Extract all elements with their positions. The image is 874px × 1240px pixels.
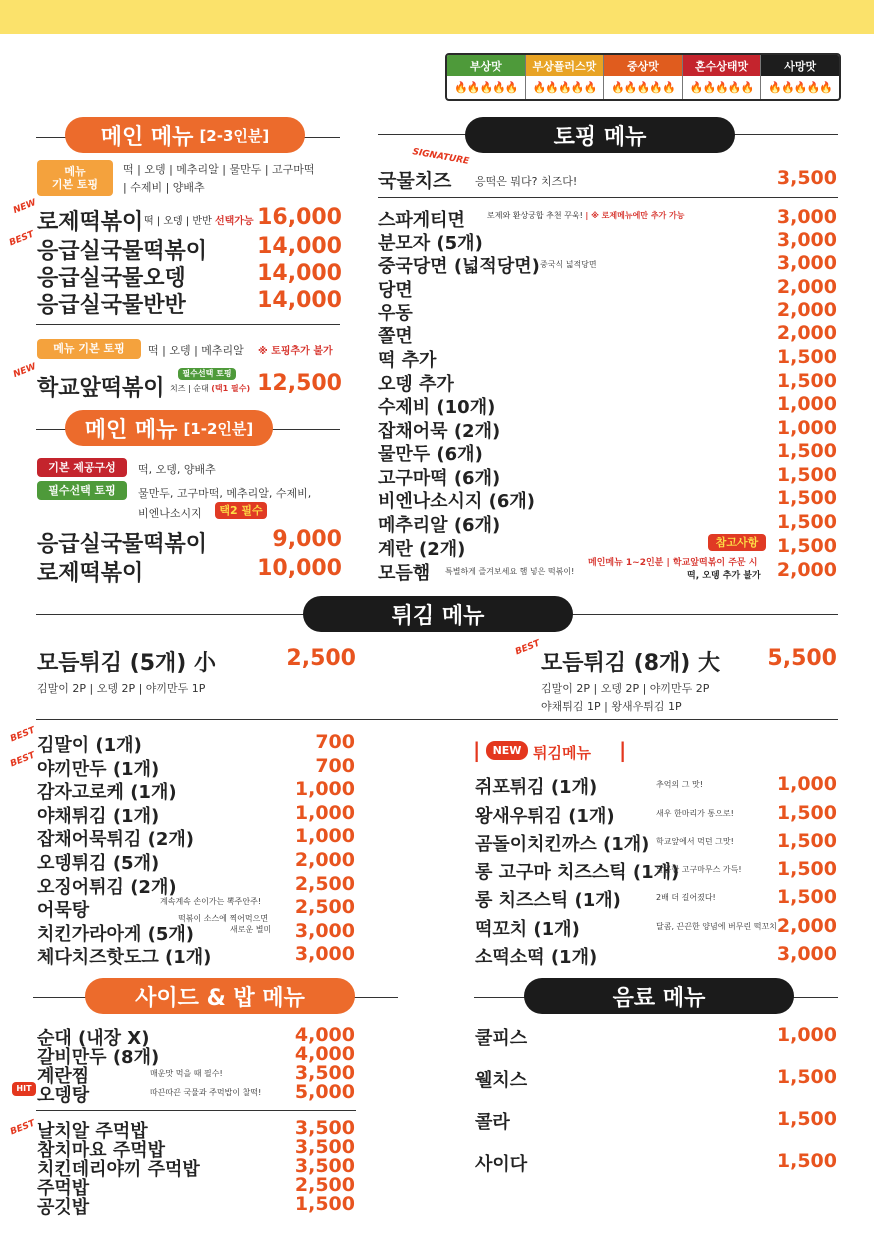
menu-item-note: 달콤한 고구마무스 가득!	[656, 865, 742, 874]
menu-item-name: 메추리알 (6개)	[378, 515, 501, 536]
menu-item-price: 4,000	[294, 1043, 355, 1065]
base-topping-line1: 떡 | 오뎅 | 메추리알 | 물만두 | 고구마떡	[123, 163, 315, 176]
menu-item-name: 응급실국물떡볶이	[37, 239, 208, 264]
divider	[36, 1110, 356, 1111]
menu-item-price: 1,000	[776, 393, 837, 415]
menu-item-price: 3,500	[294, 1155, 355, 1177]
menu-item-name: 수제비 (10개)	[378, 397, 496, 418]
menu-item-name: 분모자 (5개)	[378, 233, 483, 254]
required-topping-tag: 필수선택 토핑	[178, 368, 236, 380]
menu-item-note	[144, 212, 254, 227]
spice-level-2	[526, 55, 605, 99]
spice-level-5	[761, 55, 839, 99]
menu-item-price: 16,000	[257, 205, 342, 230]
menu-item-price: 4,000	[294, 1024, 355, 1046]
menu-item-name: 갈비만두 (8개)	[37, 1047, 160, 1068]
set-description: 김말이 2P | 오뎅 2P | 야끼만두 2P	[541, 682, 710, 695]
menu-item-name: 소떡소떡 (1개)	[475, 947, 598, 968]
menu-item-name: 물만두 (6개)	[378, 444, 483, 465]
menu-item-note: 학교앞에서 먹던 그맛!	[656, 837, 734, 846]
menu-item-price: 3,000	[776, 252, 837, 274]
menu-item-name: 오뎅탕	[37, 1085, 90, 1106]
reference-line1: 메인메뉴 1~2인분 | 학교앞떡볶이 주문 시	[588, 558, 758, 568]
menu-item-price: 3,000	[776, 206, 837, 228]
required-topping-line2: 비엔나소시지	[138, 507, 202, 520]
top-banner	[0, 0, 874, 34]
spice-level-1	[447, 55, 526, 99]
menu-item-price: 1,500	[776, 886, 837, 908]
menu-item-name: 스파게티면	[378, 210, 465, 231]
menu-item-price: 3,500	[776, 167, 837, 189]
menu-item-price: 1,500	[776, 1150, 837, 1172]
topping-warning: ※ 토핑추가 불가	[258, 346, 333, 357]
menu-item-name: 모듬햄	[378, 563, 431, 584]
menu-item-name: 순대 (내장 X)	[37, 1028, 150, 1049]
label-line: 메뉴	[64, 164, 86, 178]
menu-item-name: 잡채어묵튀김 (2개)	[37, 829, 194, 850]
flame-icons: 🔥🔥🔥🔥 🔥	[689, 81, 754, 94]
divider-bar: |	[473, 738, 481, 762]
divider	[36, 324, 340, 325]
menu-item-price: 1,500	[776, 511, 837, 533]
menu-item-price: 2,500	[286, 646, 356, 671]
menu-item-name: 감자고로케 (1개)	[37, 782, 177, 803]
best-badge: BEST	[8, 229, 36, 249]
school-base-label: 메뉴 기본 토핑	[37, 339, 141, 359]
menu-item-name: 야채튀김 (1개)	[37, 806, 160, 827]
menu-item-price: 3,000	[294, 920, 355, 942]
menu-item-name: 사이다	[475, 1154, 528, 1175]
base-topping-line2: | 수제비 | 양배추	[123, 181, 205, 194]
pick-two-badge: 택2 필수	[215, 502, 267, 519]
menu-item-price: 1,500	[294, 1193, 355, 1215]
flame-icons: 🔥🔥🔥🔥🔥	[768, 81, 832, 94]
menu-item-price: 1,500	[776, 830, 837, 852]
menu-item-price: 1,500	[776, 346, 837, 368]
menu-item-price: 2,000	[776, 322, 837, 344]
note-text: 떡 | 오뎅 | 반반	[144, 216, 212, 227]
menu-item-price: 1,000	[294, 802, 355, 824]
menu-item-note: 떡볶이 소스에 찍어먹으면	[178, 914, 269, 923]
spice-legend	[445, 53, 841, 101]
title-text: 메인 메뉴	[84, 417, 178, 443]
spice-label: 혼수상태맛	[683, 55, 761, 76]
menu-item-price: 1,500	[776, 370, 837, 392]
section-title-side: 사이드 & 밥 메뉴	[85, 978, 355, 1014]
menu-item-name: 응급실국물떡볶이	[37, 532, 208, 557]
menu-item-name: 야끼만두 (1개)	[37, 759, 160, 780]
menu-item-name: 응급실국물반반	[37, 293, 186, 318]
menu-item-price: 1,000	[776, 417, 837, 439]
menu-item-price: 2,000	[776, 299, 837, 321]
spice-label: 중상맛	[604, 55, 682, 76]
spice-label: 부상플러스맛	[526, 55, 604, 76]
menu-item-name: 롱 고구마 치즈스틱 (1개)	[475, 862, 680, 883]
new-fried-title: 튀김메뉴	[533, 744, 591, 762]
spice-label: 부상맛	[447, 55, 525, 76]
menu-item-name: 우동	[378, 303, 413, 324]
menu-item-price: 2,500	[294, 896, 355, 918]
menu-item-name: 웰치스	[475, 1070, 528, 1091]
menu-item-price: 2,000	[776, 915, 837, 937]
menu-item-price: 3,000	[776, 943, 837, 965]
menu-item-name: 공깃밥	[37, 1197, 90, 1218]
menu-item-name: 날치알 주먹밥	[37, 1121, 148, 1142]
required-topping-line1: 물만두, 고구마떡, 메추리알, 수제비,	[138, 487, 312, 500]
menu-item-price: 1,000	[294, 825, 355, 847]
menu-item-name: 쫄면	[378, 326, 413, 347]
menu-item-price: 3,000	[294, 943, 355, 965]
menu-item-price: 1,000	[776, 1024, 837, 1046]
menu-item-name: 국물치즈	[378, 170, 452, 192]
required-topping-label: 필수선택 토핑	[37, 481, 127, 500]
menu-item-price: 1,500	[776, 1066, 837, 1088]
flame-icons: 🔥🔥 🔥🔥🔥	[532, 81, 597, 94]
menu-item-name: 떡꼬치 (1개)	[475, 919, 580, 940]
divider	[36, 719, 838, 720]
title-sub: [1-2인분]	[183, 419, 254, 438]
menu-item-name: 오뎅튀김 (5개)	[37, 853, 160, 874]
menu-item-price: 3,500	[294, 1062, 355, 1084]
menu-item-price: 10,000	[257, 556, 342, 581]
section-title-fried: 튀김 메뉴	[303, 596, 573, 632]
menu-item-price: 700	[315, 755, 355, 777]
menu-item-note: 응떡은 뭐다? 치즈다!	[475, 175, 578, 188]
reference-label: 참고사항	[708, 534, 766, 551]
menu-item-name: 주먹밥	[37, 1178, 90, 1199]
menu-item-name: 응급실국물오뎅	[37, 266, 186, 291]
menu-item-name: 비엔나소시지 (6개)	[378, 491, 535, 512]
section-title-main-1-2	[65, 410, 273, 446]
menu-item-name: 왕새우튀김 (1개)	[475, 806, 615, 827]
menu-item-name: 롱 치즈스틱 (1개)	[475, 890, 621, 911]
menu-item-name: 오징어튀김 (2개)	[37, 877, 177, 898]
signature-badge: SIGNATURE	[411, 147, 470, 167]
flame-icons: 🔥🔥🔥 🔥🔥	[611, 81, 675, 94]
menu-item-name: 로제떡볶이	[37, 210, 144, 235]
menu-item-name: 학교앞떡볶이	[37, 376, 165, 401]
menu-item-name: 계란 (2개)	[378, 539, 466, 560]
menu-item-name: 모듬튀김 (5개) 小	[37, 651, 216, 676]
divider-bar: |	[619, 738, 627, 762]
spice-level-3	[604, 55, 683, 99]
menu-item-note: 추억의 그 맛!	[656, 780, 703, 789]
spice-level-4	[683, 55, 762, 99]
menu-item-name: 치킨데리야끼 주먹밥	[37, 1159, 200, 1180]
menu-item-price: 2,500	[294, 873, 355, 895]
menu-item-price: 1,500	[776, 858, 837, 880]
menu-item-name: 당면	[378, 280, 413, 301]
new-badge: NEW	[486, 741, 528, 760]
options-text: 치즈 | 순대	[170, 384, 209, 393]
menu-item-price: 12,500	[257, 371, 342, 396]
menu-item-note: 계속계속 손이가는 뽁주안주!	[160, 897, 262, 906]
best-badge: BEST	[9, 1118, 37, 1138]
section-title-main-2-3	[65, 117, 305, 153]
menu-item-price: 14,000	[257, 288, 342, 313]
spice-label: 사망맛	[761, 55, 839, 76]
menu-item-note: 따끈따끈 국물과 주먹밥이 찰떡!	[150, 1088, 262, 1097]
menu-item-name: 김말이 (1개)	[37, 735, 142, 756]
menu-item-note	[487, 210, 685, 221]
menu-item-name: 잡채어묵 (2개)	[378, 421, 501, 442]
menu-item-note: 달콤, 끈끈한 양념에 버무린 떡꼬치	[656, 922, 777, 931]
menu-item-price: 1,500	[776, 802, 837, 824]
menu-item-price: 5,000	[294, 1081, 355, 1103]
menu-item-price: 1,000	[776, 773, 837, 795]
menu-item-name: 계란찜	[37, 1066, 90, 1087]
menu-item-price: 2,000	[294, 849, 355, 871]
menu-item-price: 1,000	[294, 778, 355, 800]
menu-item-note: 새로운 별미	[230, 925, 272, 934]
menu-item-price: 1,500	[776, 440, 837, 462]
menu-item-name: 어묵탕	[37, 900, 90, 921]
base-topping-label	[37, 160, 113, 196]
menu-item-name: 치킨가라아게 (5개)	[37, 924, 194, 945]
menu-item-note: 중국식 넓적당면	[540, 260, 597, 269]
menu-item-name: 쿨피스	[475, 1028, 528, 1049]
menu-item-name: 참치마요 주먹밥	[37, 1140, 165, 1161]
menu-item-name: 오뎅 추가	[378, 374, 454, 395]
flame-icons: 🔥 🔥🔥🔥🔥	[454, 81, 518, 94]
menu-item-price: 3,500	[294, 1136, 355, 1158]
menu-item-name: 떡 추가	[378, 350, 437, 371]
menu-item-name: 체다치즈핫도그 (1개)	[37, 947, 212, 968]
menu-item-price: 2,000	[776, 559, 837, 581]
best-badge: BEST	[9, 725, 37, 745]
menu-item-price: 700	[315, 731, 355, 753]
menu-item-price: 1,500	[776, 464, 837, 486]
menu-item-price: 3,000	[776, 229, 837, 251]
menu-item-price: 3,500	[294, 1117, 355, 1139]
section-title-topping: 토핑 메뉴	[465, 117, 735, 153]
section-title-drinks: 음료 메뉴	[524, 978, 794, 1014]
menu-item-name: 중국당면 (넓적당면)	[378, 256, 540, 277]
menu-item-price: 2,500	[294, 1174, 355, 1196]
menu-item-note: 매운맛 먹을 때 필수!	[150, 1069, 223, 1078]
title-sub: [2-3인분]	[199, 126, 270, 145]
menu-item-name: 모듬튀김 (8개) 大	[541, 651, 720, 676]
menu-item-price: 1,500	[776, 535, 837, 557]
base-composition-label: 기본 제공구성	[37, 458, 127, 477]
menu-item-price: 1,500	[776, 1108, 837, 1130]
best-badge: BEST	[514, 638, 542, 658]
label-line: 기본 토핑	[51, 178, 99, 191]
menu-item-price: 2,000	[776, 276, 837, 298]
title-text: 메인 메뉴	[100, 124, 194, 150]
new-badge: NEW	[11, 197, 38, 217]
menu-item-price: 14,000	[257, 261, 342, 286]
menu-item-name: 로제떡볶이	[37, 561, 144, 586]
menu-item-note: 2배 더 길어졌다!	[656, 893, 716, 902]
reference-line2: 떡, 오뎅 추가 불가	[687, 571, 761, 581]
menu-item-price: 5,500	[767, 646, 837, 671]
school-base-list: 떡 | 오뎅 | 메추리알	[148, 344, 244, 357]
set-description: 김말이 2P | 오뎅 2P | 야끼만두 1P	[37, 682, 206, 695]
set-description: 야채튀김 1P | 왕새우튀김 1P	[541, 700, 682, 713]
note-red: 선택가능	[214, 216, 254, 227]
hit-badge: HIT	[12, 1082, 36, 1096]
new-badge: NEW	[11, 361, 38, 381]
base-composition: 떡, 오뎅, 양배추	[138, 463, 216, 476]
menu-item-price: 9,000	[272, 527, 342, 552]
menu-item-name: 고구마떡 (6개)	[378, 468, 501, 489]
best-badge: BEST	[9, 750, 37, 770]
note-text: 로제와 환상궁합 추천 꾸욱!	[487, 211, 583, 220]
menu-item-price: 1,500	[776, 487, 837, 509]
menu-item-note: 새우 한마리가 통으로!	[656, 809, 734, 818]
menu-item-name: 곰돌이치킨까스 (1개)	[475, 834, 650, 855]
menu-item-price: 14,000	[257, 234, 342, 259]
options-red: (택1 필수)	[211, 384, 251, 393]
menu-item-name: 쥐포튀김 (1개)	[475, 777, 598, 798]
menu-item-name: 콜라	[475, 1112, 510, 1133]
note-red: | ※ 로제메뉴에만 추가 가능	[585, 211, 685, 220]
divider	[378, 197, 838, 198]
school-options	[170, 383, 250, 394]
menu-item-note: 특별하게 즐겨보세요 햄 넣은 떡볶이!	[445, 567, 575, 576]
